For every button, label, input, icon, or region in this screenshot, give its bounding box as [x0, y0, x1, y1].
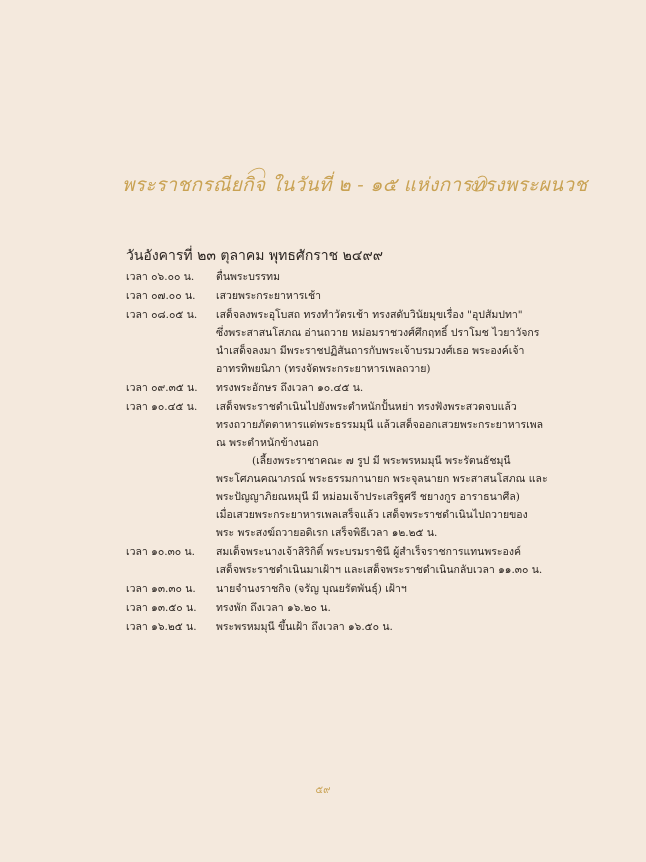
entry-description-line: เสด็จพระราชดำเนินไปยังพระตำหนักปั้นหย่า ทรงฟังพระสวดจบแล้ว [216, 401, 517, 413]
schedule-entry [126, 580, 556, 598]
entry-description-line: ซึ่งพระสาสนโสภณ อ่านถวาย หม่อมราชวงศ์ศึกฤทธิ์ ปราโมช ไวยาวัจกร [216, 327, 540, 339]
schedule-entry [126, 398, 556, 542]
entry-description [216, 398, 556, 542]
entry-description [216, 268, 556, 286]
entry-description [216, 287, 556, 305]
entry-description [216, 580, 556, 598]
entry-description-line: พระพรหมมุนี ขึ้นเฝ้า ถึงเวลา ๑๖.๕๐ น. [216, 621, 393, 633]
entry-description-line: เสด็จลงพระอุโบสถ ทรงทำวัตรเช้า ทรงสดับวินัยมุขเรื่อง "อุปสัมปทา" [216, 309, 523, 321]
page-title: พระราชกรณียกิจ ในวันที่ ๒ - ๑๕ แห่งการทรงพระผนวช [122, 174, 588, 196]
entry-description-line: ทรงพระอักษร ถึงเวลา ๑๐.๔๕ น. [216, 382, 364, 394]
schedule-entry [126, 599, 556, 617]
entry-description-line: พระโศภนคณาภรณ์ พระธรรมกานายก พระจุลนายก พระสาสนโสภณ และ [216, 473, 548, 485]
entry-time: เวลา ๑๓.๓๐ น. [126, 583, 196, 595]
entry-description-line: ทรงพัก ถึงเวลา ๑๖.๒๐ น. [216, 602, 331, 614]
schedule-entry [126, 379, 556, 397]
entry-description-line: นำเสด็จลงมา มีพระราชปฏิสันถารกับพระเจ้าบรมวงศ์เธอ พระองค์เจ้า [216, 345, 525, 357]
entry-time: เวลา ๐๖.๐๐ น. [126, 271, 195, 283]
entry-description [216, 618, 556, 636]
entry-description-line: พระ พระสงฆ์ถวายอดิเรก เสร็จพิธีเวลา ๑๒.๒๕ น. [216, 527, 438, 539]
schedule-entry [126, 543, 556, 579]
entry-description [216, 543, 556, 579]
entry-description [216, 306, 556, 378]
entry-time: เวลา ๑๐.๔๕ น. [126, 401, 198, 413]
entry-description-line: เมื่อเสวยพระกระยาหารเพลเสร็จแล้ว เสด็จพระราชดำเนินไปถวายของ [216, 509, 528, 521]
entry-description-line: นายจำนงราชกิจ (จรัญ บุณยรัตพันธุ์) เฝ้าฯ [216, 583, 407, 595]
entry-description-line: อาทรทิพยนิภา (ทรงจัดพระกระยาหารเพลถวาย) [216, 363, 431, 375]
entry-time: เวลา ๑๖.๒๕ น. [126, 621, 197, 633]
entry-time: เวลา ๐๙.๓๕ น. [126, 382, 198, 394]
entry-description-line: ตื่นพระบรรทม [216, 271, 280, 283]
entry-description-line: เสด็จพระราชดำเนินมาเฝ้าฯ และเสด็จพระราชดำเนินกลับเวลา ๑๑.๓๐ น. [216, 564, 543, 576]
date-heading: วันอังคารที่ ๒๓ ตุลาคม พุทธศักราช ๒๔๙๙ [126, 248, 383, 264]
schedule-entry [126, 287, 556, 305]
entry-description-line: (เลี้ยงพระราชาคณะ ๗ รูป มี พระพรหมมุนี พระรัตนธัชมุนี [252, 455, 511, 467]
entry-description [216, 599, 556, 617]
entry-description [216, 379, 556, 397]
schedule-entry [126, 306, 556, 378]
entry-description-line: ณ พระตำหนักข้างนอก [216, 437, 319, 449]
schedule-list [126, 268, 556, 637]
page-number: ๕๙ [315, 785, 331, 796]
schedule-entry [126, 268, 556, 286]
entry-description-line: พระปัญญาภิยณหมุนี มี หม่อมเจ้าประเสริฐศรี ชยางกูร อาราธนาศีล) [216, 491, 520, 503]
entry-time: เวลา ๐๗.๐๐ น. [126, 290, 196, 302]
entry-time: เวลา ๑๐.๓๐ น. [126, 546, 196, 558]
entry-description-line: เสวยพระกระยาหารเช้า [216, 290, 321, 302]
entry-time: เวลา ๑๓.๕๐ น. [126, 602, 197, 614]
entry-description-line: สมเด็จพระนางเจ้าสิริกิติ์ พระบรมราชินี ผู้สำเร็จราชการแทนพระองค์ [216, 546, 522, 558]
schedule-entry [126, 618, 556, 636]
entry-time: เวลา ๐๘.๐๕ น. [126, 309, 198, 321]
entry-description-line: ทรงถวายภัตตาหารแด่พระธรรมมุนี แล้วเสด็จออกเสวยพระกระยาหารเพล [216, 419, 544, 431]
